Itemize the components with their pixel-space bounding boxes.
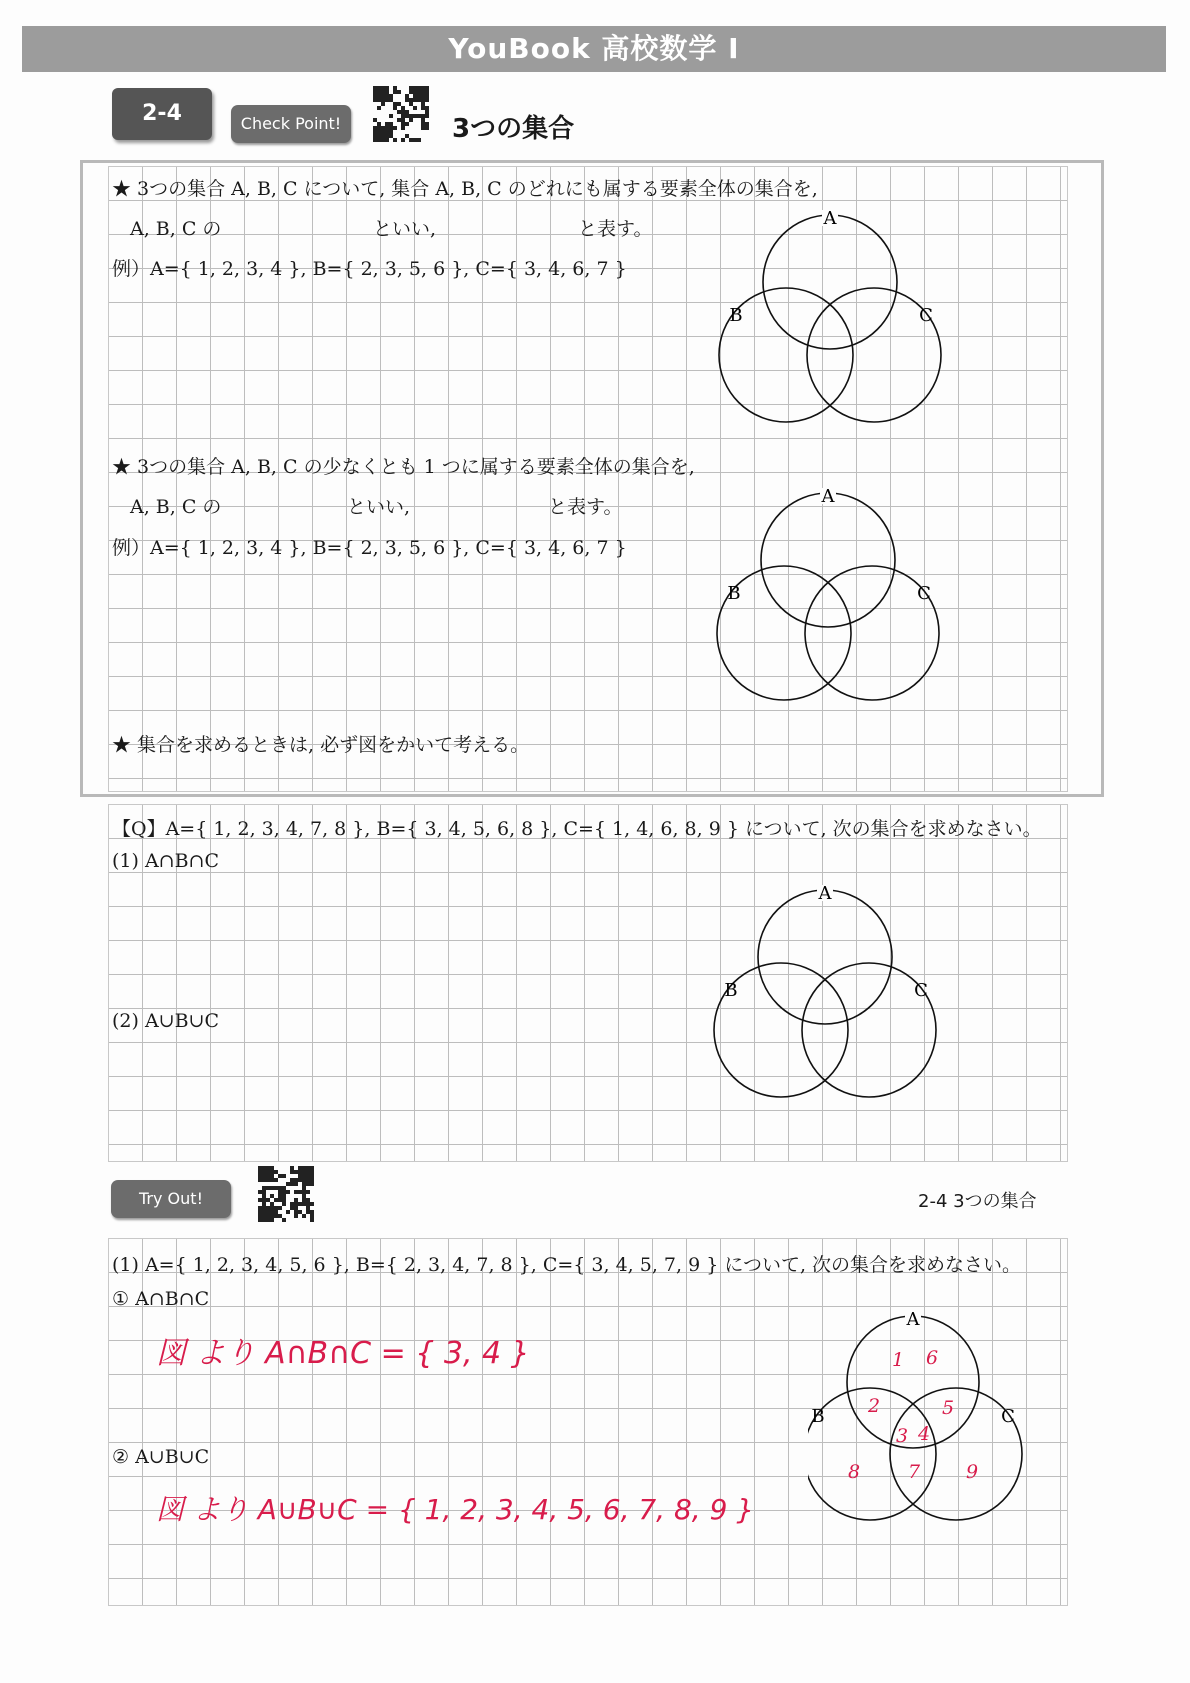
venn-element: 2 <box>867 1395 881 1417</box>
venn-label-b: B <box>811 1406 825 1427</box>
qr-code-icon <box>258 1166 314 1222</box>
union-term-iu: といい, <box>347 496 411 518</box>
venn-element: 3 <box>895 1425 909 1447</box>
tryout-answer-2: 図 より A∪B∪C = { 1, 2, 3, 4, 5, 6, 7, 8, 9 } <box>156 1493 755 1526</box>
venn-element: 6 <box>925 1347 939 1369</box>
intersection-term-intro: A, B, C の <box>130 218 222 240</box>
intersection-term-iu: といい, <box>373 218 437 240</box>
venn-label-a: A <box>821 488 835 507</box>
venn-label-a: A <box>818 885 832 904</box>
venn-element: 9 <box>965 1461 979 1483</box>
venn-diagram-question <box>713 885 943 1105</box>
venn-element: 4 <box>917 1423 931 1445</box>
section-title: 3つの集合 <box>452 114 575 144</box>
venn-diagram-union <box>716 488 946 708</box>
intersection-definition: ★ 3つの集合 A, B, C について, 集合 A, B, C のどれにも属する要素全体の集合を, <box>112 178 818 200</box>
venn-element: 7 <box>907 1461 921 1483</box>
venn-label-c: C <box>919 305 933 326</box>
question-prompt: 【Q】A={ 1, 2, 3, 4, 7, 8 }, B={ 3, 4, 5, 6, 8 }, C={ 1, 4, 6, 8, 9 } について, 次の集合を求めなさい。 <box>112 818 1042 840</box>
page-header: YouBook 高校数学 I <box>22 26 1166 72</box>
venn-label-a: A <box>906 1312 920 1330</box>
venn-label-b: B <box>729 305 743 326</box>
qr-code-icon <box>373 86 429 142</box>
venn-label-a: A <box>823 210 837 229</box>
venn-label-b: B <box>727 583 741 604</box>
venn-label-c: C <box>917 583 931 604</box>
checkpoint-tip: ★ 集合を求めるときは, 必ず図をかいて考える。 <box>112 734 530 756</box>
intersection-example: 例）A={ 1, 2, 3, 4 }, B={ 2, 3, 5, 6 }, C={ 3, 4, 6, 7 } <box>112 258 627 280</box>
checkpoint-badge: Check Point! <box>231 105 351 143</box>
venn-element: 1 <box>891 1349 905 1371</box>
question-part-2: (2) A∪B∪C <box>112 1010 220 1032</box>
union-notation-hyosu: と表す。 <box>548 496 623 518</box>
question-part-1: (1) A∩B∩C <box>112 850 220 872</box>
tryout-q2: ② A∪B∪C <box>112 1446 210 1468</box>
venn-diagram-tryout <box>808 1312 1028 1532</box>
union-example: 例）A={ 1, 2, 3, 4 }, B={ 2, 3, 5, 6 }, C={ 3, 4, 6, 7 } <box>112 537 627 559</box>
intersection-notation-hyosu: と表す。 <box>578 218 653 240</box>
venn-label-b: B <box>724 980 738 1001</box>
venn-label-c: C <box>1001 1406 1015 1427</box>
section-number-badge: 2-4 <box>112 88 212 140</box>
union-term-intro: A, B, C の <box>130 496 222 518</box>
tryout-badge: Try Out! <box>111 1180 231 1218</box>
venn-label-c: C <box>914 980 928 1001</box>
tryout-answer-1: 図 より A∩B∩C = { 3, 4 } <box>156 1336 530 1371</box>
tryout-q1: ① A∩B∩C <box>112 1288 210 1310</box>
venn-diagram-intersection <box>718 210 948 430</box>
venn-element: 5 <box>941 1397 955 1419</box>
venn-element: 8 <box>847 1461 861 1483</box>
tryout-reference: 2-4 3つの集合 <box>918 1191 1037 1212</box>
union-definition: ★ 3つの集合 A, B, C の少なくとも 1 つに属する要素全体の集合を, <box>112 456 695 478</box>
tryout-prompt: (1) A={ 1, 2, 3, 4, 5, 6 }, B={ 2, 3, 4, 7, 8 }, C={ 3, 4, 5, 7, 9 } について, 次の集合を求めなさい。 <box>112 1254 1022 1276</box>
